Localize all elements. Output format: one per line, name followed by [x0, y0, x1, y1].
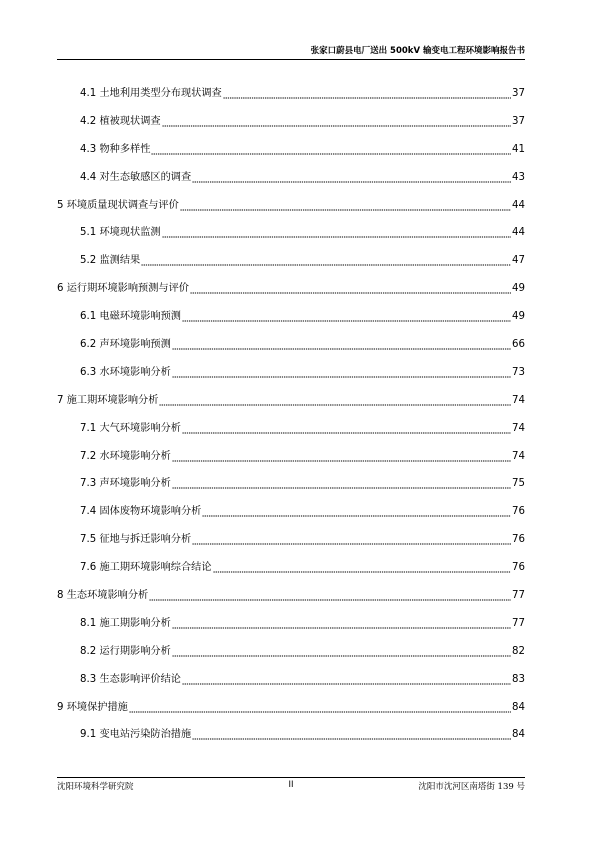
toc-entry-number: 9: [57, 701, 67, 713]
toc-entry[interactable]: [57, 387, 525, 415]
toc-entry-page: 76: [512, 562, 525, 574]
toc-dot-leader: [182, 675, 511, 685]
toc-entry-number: 6: [57, 283, 67, 295]
toc-entry-number: 8: [57, 589, 67, 601]
toc-entry-number: 4.3: [80, 143, 100, 155]
toc-entry-number: 8.3: [80, 673, 100, 685]
page-footer: [57, 780, 525, 794]
toc-entry-page: 74: [512, 450, 525, 462]
toc-dot-leader: [172, 452, 511, 462]
toc-entry-title: 声环境影响分析: [99, 478, 171, 490]
toc-entry[interactable]: [57, 498, 525, 526]
toc-entry-title: 水环境影响分析: [99, 450, 171, 462]
toc-entry[interactable]: [57, 164, 525, 192]
toc-entry-number: 8.1: [80, 617, 100, 629]
toc-entry[interactable]: [57, 666, 525, 694]
toc-entry-title: 环境现状监测: [99, 227, 161, 239]
toc-entry[interactable]: [57, 526, 525, 554]
toc-entry-title: 变电站污染防治措施: [99, 729, 192, 741]
toc-entry-title: 生态影响评价结论: [99, 673, 181, 685]
toc-dot-leader: [180, 201, 511, 211]
toc-dot-leader: [151, 145, 511, 155]
toc-dot-leader: [172, 368, 511, 378]
toc-dot-leader: [172, 647, 511, 657]
toc-entry-page: 82: [512, 645, 525, 657]
toc-dot-leader: [172, 479, 511, 489]
toc-entry-page: 49: [512, 311, 525, 323]
toc-entry-number: 7.2: [80, 450, 100, 462]
toc-entry-page: 44: [512, 227, 525, 239]
toc-entry-number: 6.1: [80, 311, 100, 323]
toc-entry[interactable]: [57, 582, 525, 610]
toc-entry[interactable]: [57, 331, 525, 359]
footer-organization: 沈阳环境科学研究院: [57, 782, 134, 792]
toc-entry-number: 7: [57, 394, 67, 406]
toc-entry-page: 41: [512, 143, 525, 155]
toc-entry-page: 44: [512, 199, 525, 211]
toc-dot-leader: [162, 228, 511, 238]
toc-entry[interactable]: [57, 554, 525, 582]
toc-entry-page: 49: [512, 283, 525, 295]
toc-dot-leader: [192, 535, 511, 545]
toc-entry-title: 植被现状调查: [99, 115, 161, 127]
toc-entry-page: 73: [512, 366, 525, 378]
toc-entry[interactable]: [57, 694, 525, 722]
toc-dot-leader: [202, 507, 511, 517]
toc-dot-leader: [213, 563, 512, 573]
toc-entry-page: 76: [512, 506, 525, 518]
toc-entry-title: 物种多样性: [99, 143, 151, 155]
toc-entry-number: 6.2: [80, 338, 100, 350]
toc-entry[interactable]: [57, 470, 525, 498]
toc-entry-title: 固体废物环境影响分析: [99, 506, 202, 518]
toc-entry-title: 土地利用类型分布现状调查: [99, 87, 222, 99]
toc-entry-title: 运行期影响分析: [99, 645, 171, 657]
toc-entry-number: 4.1: [80, 87, 100, 99]
toc-entry-number: 7.5: [80, 534, 100, 546]
toc-entry-number: 4.2: [80, 115, 100, 127]
toc-entry-number: 7.6: [80, 562, 100, 574]
toc-dot-leader: [149, 591, 511, 601]
toc-entry-page: 77: [512, 617, 525, 629]
table-of-contents: [57, 80, 525, 749]
toc-dot-leader: [172, 619, 511, 629]
toc-entry-title: 施工期影响分析: [99, 617, 171, 629]
toc-entry-page: 83: [512, 673, 525, 685]
toc-entry-page: 84: [512, 701, 525, 713]
toc-dot-leader: [162, 117, 511, 127]
toc-entry-number: 4.4: [80, 171, 100, 183]
toc-entry-number: 7.4: [80, 506, 100, 518]
toc-entry[interactable]: [57, 136, 525, 164]
toc-entry-page: 75: [512, 478, 525, 490]
toc-entry[interactable]: [57, 219, 525, 247]
footer-address: 沈阳市沈河区南塔街 139 号: [418, 782, 525, 792]
toc-entry-page: 66: [512, 338, 525, 350]
toc-dot-leader: [159, 396, 511, 406]
toc-entry-title: 环境保护措施: [66, 701, 128, 713]
toc-entry-title: 对生态敏感区的调查: [99, 171, 192, 183]
toc-entry-number: 5.1: [80, 227, 100, 239]
toc-entry-number: 6.3: [80, 366, 100, 378]
toc-entry[interactable]: [57, 359, 525, 387]
toc-entry[interactable]: [57, 80, 525, 108]
toc-entry[interactable]: [57, 638, 525, 666]
toc-dot-leader: [182, 312, 511, 322]
page-number: II: [288, 780, 294, 790]
toc-entry-page: 47: [512, 255, 525, 267]
toc-entry-number: 7.1: [80, 422, 100, 434]
toc-entry-title: 运行期环境影响预测与评价: [66, 283, 189, 295]
toc-entry-number: 7.3: [80, 478, 100, 490]
toc-entry-number: 8.2: [80, 645, 100, 657]
toc-entry-title: 水环境影响分析: [99, 366, 171, 378]
toc-entry-page: 84: [512, 729, 525, 741]
toc-entry-title: 施工期环境影响分析: [66, 394, 159, 406]
toc-entry-title: 监测结果: [99, 255, 141, 267]
toc-entry-page: 77: [512, 589, 525, 601]
toc-entry-title: 声环境影响预测: [99, 338, 171, 350]
toc-entry-number: 5.2: [80, 255, 100, 267]
toc-entry-page: 74: [512, 422, 525, 434]
toc-dot-leader: [192, 173, 511, 183]
toc-entry[interactable]: [57, 415, 525, 443]
toc-dot-leader: [190, 284, 511, 294]
toc-entry[interactable]: [57, 275, 525, 303]
toc-entry-title: 征地与拆迁影响分析: [99, 534, 192, 546]
toc-entry[interactable]: [57, 443, 525, 471]
toc-entry-page: 43: [512, 171, 525, 183]
page-header: [57, 44, 525, 58]
toc-entry-number: 5: [57, 199, 67, 211]
toc-dot-leader: [129, 703, 511, 713]
toc-entry-title: 施工期环境影响综合结论: [99, 562, 212, 574]
toc-entry[interactable]: [57, 721, 525, 749]
toc-entry-page: 74: [512, 394, 525, 406]
header-divider: [57, 59, 525, 60]
footer-divider: [57, 777, 525, 778]
toc-dot-leader: [141, 256, 511, 266]
toc-entry-page: 37: [512, 87, 525, 99]
toc-entry-number: 9.1: [80, 729, 100, 741]
toc-dot-leader: [192, 730, 511, 740]
toc-entry[interactable]: [57, 192, 525, 220]
toc-dot-leader: [182, 424, 511, 434]
toc-entry[interactable]: [57, 610, 525, 638]
toc-dot-leader: [172, 340, 511, 350]
toc-entry-page: 37: [512, 115, 525, 127]
toc-entry-page: 76: [512, 534, 525, 546]
toc-dot-leader: [223, 89, 511, 99]
toc-entry-title: 环境质量现状调查与评价: [66, 199, 179, 211]
header-title: 张家口蔚县电厂送出 500kV 输变电工程环境影响报告书: [310, 46, 525, 56]
toc-entry[interactable]: [57, 108, 525, 136]
toc-entry-title: 大气环境影响分析: [99, 422, 181, 434]
toc-entry-title: 电磁环境影响预测: [99, 311, 181, 323]
toc-entry-title: 生态环境影响分析: [66, 589, 149, 601]
toc-entry[interactable]: [57, 303, 525, 331]
toc-entry[interactable]: [57, 247, 525, 275]
